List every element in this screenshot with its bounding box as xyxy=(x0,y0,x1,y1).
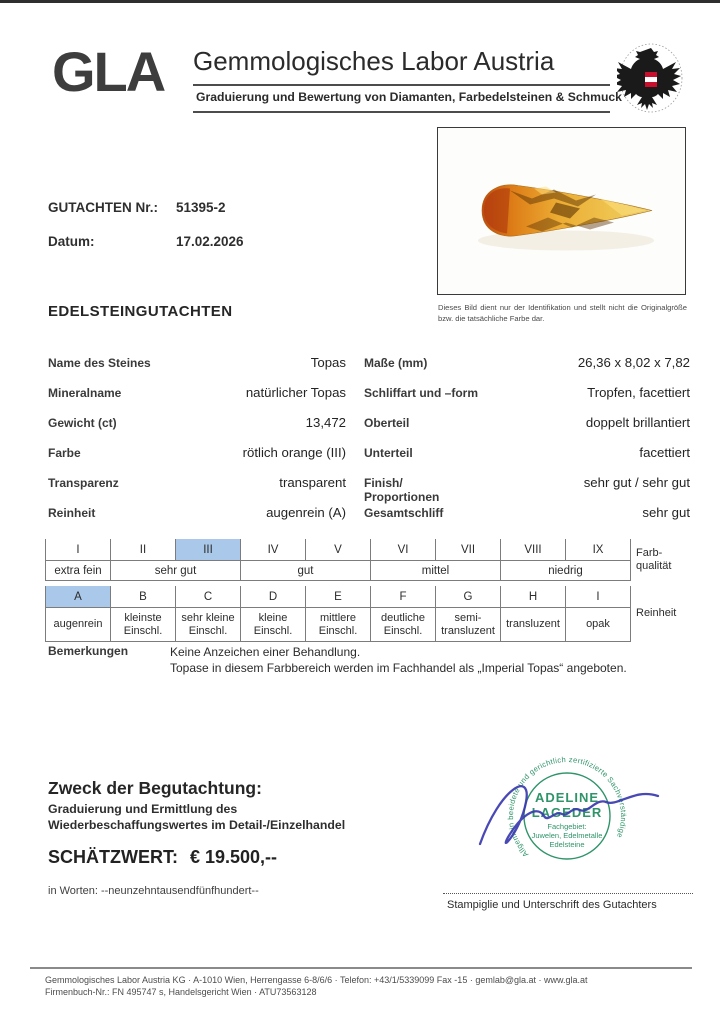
field-row xyxy=(364,385,690,415)
certificate-number-label: GUTACHTEN Nr.: xyxy=(48,200,158,215)
clarity-grade-cell: I xyxy=(566,586,631,608)
clarity-desc-cell: deutliche Einschl. xyxy=(371,608,436,642)
field-label: Gewicht (ct) xyxy=(48,416,117,430)
field-value: 26,36 x 8,02 x 7,82 xyxy=(577,355,690,370)
color-category-cell: mittel xyxy=(371,561,501,581)
field-row xyxy=(364,445,690,475)
color-grade-row xyxy=(46,539,689,561)
clarity-axis-label: Reinheit xyxy=(631,586,689,642)
field-value: rötlich orange (III) xyxy=(242,445,346,460)
field-row xyxy=(48,475,346,505)
scan-top-edge xyxy=(0,0,720,3)
clarity-desc-cell: semi- transluzent xyxy=(436,608,501,642)
clarity-description-row xyxy=(46,608,689,642)
field-label: Schliffart und –form xyxy=(364,386,479,400)
stamp-ring-text: Allgemein beeidete und gerichtlich zertifizierte Sachverständige xyxy=(505,755,629,859)
field-value: natürlicher Topas xyxy=(245,385,346,400)
clarity-grade-cell: H xyxy=(501,586,566,608)
clarity-grade-row xyxy=(46,586,689,608)
gemstone-photo xyxy=(437,127,686,295)
color-category-cell: extra fein xyxy=(46,561,111,581)
color-grade-cell: IX xyxy=(566,539,631,561)
clarity-grade-cell: B xyxy=(111,586,176,608)
fields-left-column xyxy=(48,355,346,535)
field-label xyxy=(364,475,439,505)
color-grade-cell: VIII xyxy=(501,539,566,561)
color-grade-cell: V xyxy=(306,539,371,561)
clarity-desc-cell: sehr kleine Einschl. xyxy=(176,608,241,642)
field-row xyxy=(364,355,690,385)
stamp-subline3: Edelsteine xyxy=(549,840,585,849)
purpose-line1: Graduierung und Ermittlung des xyxy=(48,802,238,816)
color-grade-cell: I xyxy=(46,539,111,561)
remarks-text xyxy=(170,644,627,676)
stamp-name-line1: ADELINE xyxy=(534,790,600,805)
clarity-grade-cell: F xyxy=(371,586,436,608)
footer-contact-line: Gemmologisches Labor Austria KG · A-1010 Wien, Herrengasse 6-8/6/6 · Telefon: +43/1/5339099 Fax -15 · gemlab@gla.at · www.gla.at xyxy=(45,975,588,985)
austrian-eagle-icon xyxy=(617,42,685,114)
appraised-value-label: SCHÄTZWERT: xyxy=(48,847,178,867)
field-row xyxy=(48,445,346,475)
clarity-desc-cell: transluzent xyxy=(501,608,566,642)
certificate-date-label: Datum: xyxy=(48,234,95,249)
stamp-name-line2: LAGEDER xyxy=(531,805,603,820)
field-row xyxy=(48,385,346,415)
document-title: EDELSTEINGUTACHTEN xyxy=(48,303,233,320)
color-category-cell: gut xyxy=(241,561,371,581)
field-label: Unterteil xyxy=(364,446,413,460)
color-grade-cell: VII xyxy=(436,539,501,561)
field-label: Name des Steines xyxy=(48,356,151,370)
clarity-desc-cell: mittlere Einschl. xyxy=(306,608,371,642)
value-in-words: in Worten: --neunzehntausendfünfhundert-- xyxy=(48,885,259,897)
color-category-cell: niedrig xyxy=(501,561,631,581)
header-rule-top xyxy=(193,84,610,86)
field-value: transparent xyxy=(279,475,346,490)
field-row xyxy=(48,415,346,445)
lab-name: Gemmologisches Labor Austria xyxy=(193,46,555,76)
field-label: Gesamtschliff xyxy=(364,506,444,520)
remarks-line2: Topase in diesem Farbbereich werden im Fachhandel als „Imperial Topas“ angeboten. xyxy=(170,661,627,676)
field-value: facettiert xyxy=(639,445,690,460)
certificate-number-value: 51395-2 xyxy=(176,200,226,215)
stamp-subline1: Fachgebiet: xyxy=(547,822,587,831)
field-value: Topas xyxy=(310,355,346,370)
field-label: Farbe xyxy=(48,446,81,460)
color-axis-label: Farb- qualität xyxy=(631,539,689,581)
signature-line xyxy=(443,893,693,894)
fields-right-column xyxy=(364,355,690,535)
field-value: Tropfen, facettiert xyxy=(587,385,690,400)
field-label: Maße (mm) xyxy=(364,356,428,370)
photo-disclaimer: Dieses Bild dient nur der Identifikation und stellt nicht die Originalgröße bzw. die tatsächliche Farbe dar. xyxy=(438,303,687,323)
color-grade-cell-selected: III xyxy=(176,539,241,561)
field-value: sehr gut / sehr gut xyxy=(583,475,690,490)
purpose-line2: Wiederbeschaffungswertes im Detail-/Einzelhandel xyxy=(48,817,346,832)
field-row xyxy=(364,505,690,535)
color-grade-cell: IV xyxy=(241,539,306,561)
purpose-description xyxy=(48,802,345,834)
clarity-grading-table xyxy=(45,586,689,642)
clarity-desc-cell: kleinste Einschl. xyxy=(111,608,176,642)
color-grade-cell: VI xyxy=(371,539,436,561)
purpose-heading: Zweck der Begutachtung: xyxy=(48,778,262,798)
stamp-caption: Stampiglie und Unterschrift des Gutachters xyxy=(447,899,657,911)
remarks-label: Bemerkungen xyxy=(48,644,129,658)
color-category-row xyxy=(46,561,689,581)
field-label: Transparenz xyxy=(48,476,119,490)
field-value: doppelt brillantiert xyxy=(585,415,690,430)
gemstone-image xyxy=(438,128,685,294)
field-label: Reinheit xyxy=(48,506,96,520)
certificate-date-value: 17.02.2026 xyxy=(176,234,244,249)
color-grading-table xyxy=(45,539,689,581)
appraised-value-line xyxy=(48,847,277,868)
clarity-desc-cell: kleine Einschl. xyxy=(241,608,306,642)
field-label: Mineralname xyxy=(48,386,122,400)
clarity-grade-cell: E xyxy=(306,586,371,608)
appraised-value-amount: € 19.500,-- xyxy=(189,847,278,867)
color-grade-cell: II xyxy=(111,539,176,561)
field-value: sehr gut xyxy=(642,505,690,520)
clarity-grade-cell: G xyxy=(436,586,501,608)
header-rule-bottom xyxy=(193,111,610,113)
field-row xyxy=(48,505,346,535)
clarity-desc-cell: augenrein xyxy=(46,608,111,642)
field-value: 13,472 xyxy=(305,415,346,430)
field-row xyxy=(364,415,690,445)
certificate-number-row xyxy=(48,200,226,215)
field-value: augenrein (A) xyxy=(266,505,346,520)
stamp-subline2: Juwelen, Edelmetalle xyxy=(531,831,603,840)
clarity-grade-cell: D xyxy=(241,586,306,608)
lab-subtitle: Graduierung und Bewertung von Diamanten, Farbedelsteinen & Schmuck xyxy=(196,90,622,104)
field-label-line1: Finish/ xyxy=(364,476,403,490)
color-category-cell: sehr gut xyxy=(111,561,241,581)
remarks-line1: Keine Anzeichen einer Behandlung. xyxy=(170,645,361,659)
clarity-desc-cell: opak xyxy=(566,608,631,642)
field-row xyxy=(48,355,346,385)
clarity-grade-cell: C xyxy=(176,586,241,608)
appraiser-stamp xyxy=(462,740,674,892)
clarity-grade-cell-selected: A xyxy=(46,586,111,608)
field-label-line2: Proportionen xyxy=(364,490,440,505)
footer-registry-line: Firmenbuch-Nr.: FN 495747 s, Handelsgericht Wien · ATU73563128 xyxy=(45,987,317,997)
certificate-date-row xyxy=(48,234,244,249)
footer-rule xyxy=(30,967,692,969)
field-label: Oberteil xyxy=(364,416,410,430)
field-row xyxy=(364,475,690,505)
gla-logo: GLA xyxy=(52,40,165,103)
